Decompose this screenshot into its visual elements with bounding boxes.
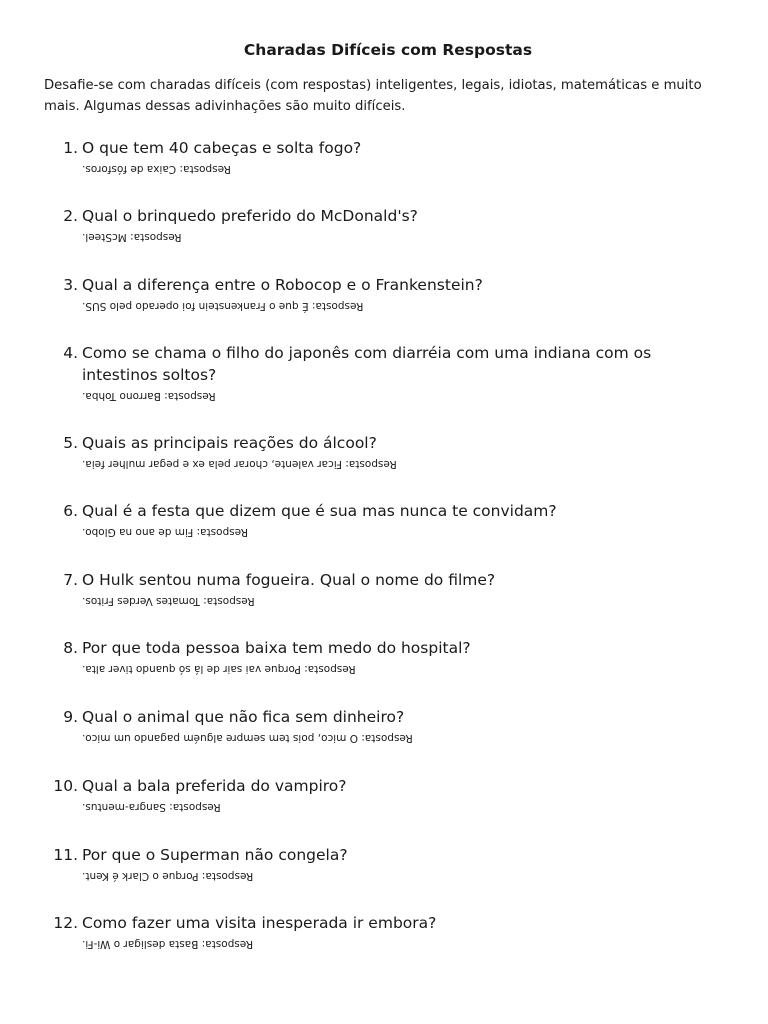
riddle-number: 2. <box>63 207 78 225</box>
riddle-question: O Hulk sentou numa fogueira. Qual o nome do filme? <box>82 571 496 589</box>
riddle-number: 3. <box>63 276 78 294</box>
riddle-question: Como se chama o filho do japonês com diarréia com uma indiana com os intestinos soltos? <box>82 344 652 384</box>
riddle-question: Por que o Superman não congela? <box>82 846 348 864</box>
riddle-number: 8. <box>63 639 78 657</box>
riddle-answer: Resposta: Tomates Verdes Fritos. <box>82 595 255 607</box>
riddle-number: 1. <box>63 139 78 157</box>
riddle-number: 11. <box>53 846 78 864</box>
riddle-question: Qual a diferença entre o Robocop e o Frankenstein? <box>82 276 483 294</box>
riddle-question: Qual a bala preferida do vampiro? <box>82 777 347 795</box>
riddle-answer: Resposta: Caixa de fósforos. <box>82 163 231 175</box>
riddle-question: Por que toda pessoa baixa tem medo do hospital? <box>82 639 471 657</box>
riddle-answer: Resposta: Barrono Tohba. <box>82 390 216 402</box>
riddle-question: Qual é a festa que dizem que é sua mas nunca te convidam? <box>82 502 557 520</box>
riddle-question: Qual o brinquedo preferido do McDonald's? <box>82 207 418 225</box>
riddle-answer: Resposta: Ficar valente, chorar pela ex e pegar mulher feia. <box>82 458 397 470</box>
riddle-number: 10. <box>53 777 78 795</box>
riddle-answer: Resposta: Fim de ano na Globo. <box>82 526 248 538</box>
riddle-answer: Resposta: Porque vai sair de lá só quando tiver alta. <box>82 663 356 675</box>
riddle-question: Quais as principais reações do álcool? <box>82 434 377 452</box>
page-title: Charadas Difíceis com Respostas <box>243 41 533 59</box>
riddle-answer: Resposta: É que o Frankenstein foi operado pelo SUS. <box>82 300 364 312</box>
riddle-answer: Resposta: O mico, pois tem sempre alguém pagando um mico. <box>82 732 413 744</box>
riddle-answer: Resposta: Sangra-mentus. <box>82 801 221 813</box>
riddle-answer: Resposta: Basta desligar o Wi-Fi. <box>82 938 254 950</box>
riddle-number: 6. <box>63 502 78 520</box>
riddle-question: O que tem 40 cabeças e solta fogo? <box>82 139 362 157</box>
riddle-number: 9. <box>63 708 78 726</box>
riddle-number: 7. <box>63 571 78 589</box>
riddle-answer: Resposta: Porque o Clark é Kent. <box>82 870 254 882</box>
riddle-answer: Resposta: McSteel. <box>82 231 182 243</box>
intro-paragraph: Desafie-se com charadas difíceis (com respostas) inteligentes, legais, idiotas, matemáticas e muito mais. Algumas dessas adivinhações são muito difíceis. <box>44 78 702 114</box>
riddle-number: 12. <box>53 914 78 932</box>
riddle-number: 4. <box>63 344 78 362</box>
riddle-question: Como fazer uma visita inesperada ir embora? <box>82 914 437 932</box>
riddle-number: 5. <box>63 434 78 452</box>
riddle-question: Qual o animal que não fica sem dinheiro? <box>82 708 405 726</box>
